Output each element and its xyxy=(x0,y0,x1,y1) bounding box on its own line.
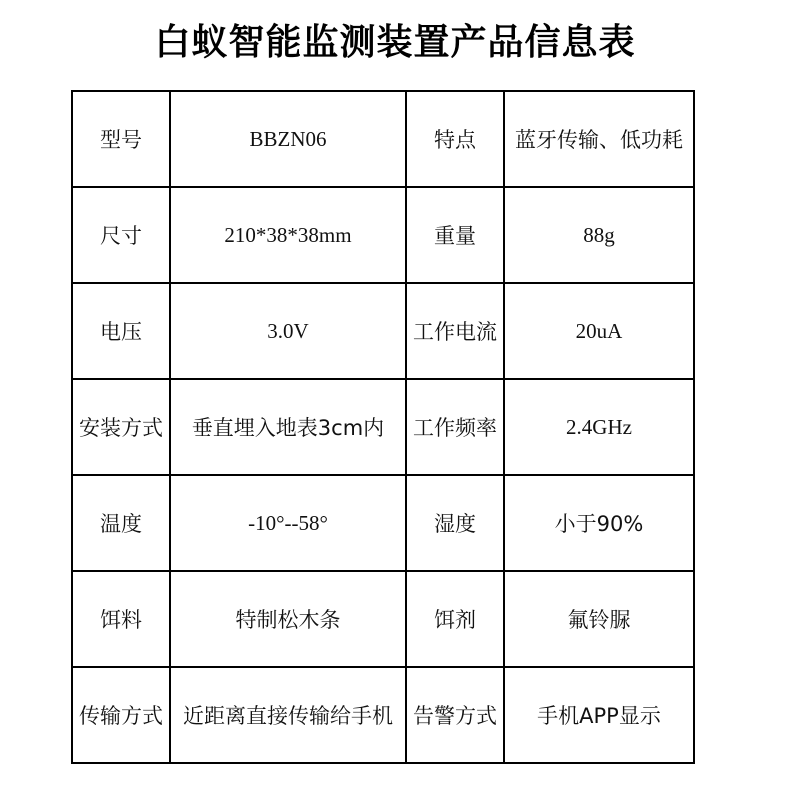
label-size: 尺寸 xyxy=(72,187,170,283)
value-alarm-method: 手机APP显示 xyxy=(504,667,694,763)
value-voltage: 3.0V xyxy=(170,283,406,379)
page-title: 白蚁智能监测装置产品信息表 xyxy=(154,22,636,63)
table-row-installation xyxy=(72,379,694,475)
table-row-bait xyxy=(72,571,694,667)
table-row-temperature xyxy=(72,475,694,571)
label-temperature: 温度 xyxy=(72,475,170,571)
table-row-voltage xyxy=(72,283,694,379)
value-weight: 88g xyxy=(504,187,694,283)
value-installation: 垂直埋入地表3cm内 xyxy=(170,379,406,475)
value-bait-agent: 氟铃脲 xyxy=(504,571,694,667)
label-alarm-method: 告警方式 xyxy=(406,667,504,763)
label-bait: 饵料 xyxy=(72,571,170,667)
value-working-current: 20uA xyxy=(504,283,694,379)
value-features: 蓝牙传输、低功耗 xyxy=(504,91,694,187)
value-humidity: 小于90% xyxy=(504,475,694,571)
label-weight: 重量 xyxy=(406,187,504,283)
label-installation: 安装方式 xyxy=(72,379,170,475)
value-size: 210*38*38mm xyxy=(170,187,406,283)
label-features: 特点 xyxy=(406,91,504,187)
label-bait-agent: 饵剂 xyxy=(406,571,504,667)
value-working-frequency: 2.4GHz xyxy=(504,379,694,475)
value-transmission: 近距离直接传输给手机 xyxy=(170,667,406,763)
label-model: 型号 xyxy=(72,91,170,187)
label-transmission: 传输方式 xyxy=(72,667,170,763)
table-row-transmission xyxy=(72,667,694,763)
value-temperature: -10°--58° xyxy=(170,475,406,571)
product-info-table xyxy=(71,90,695,764)
label-working-current: 工作电流 xyxy=(406,283,504,379)
label-voltage: 电压 xyxy=(72,283,170,379)
value-model: BBZN06 xyxy=(170,91,406,187)
label-working-frequency: 工作频率 xyxy=(406,379,504,475)
label-humidity: 湿度 xyxy=(406,475,504,571)
table-row-size xyxy=(72,187,694,283)
value-bait: 特制松木条 xyxy=(170,571,406,667)
table-row-model xyxy=(72,91,694,187)
